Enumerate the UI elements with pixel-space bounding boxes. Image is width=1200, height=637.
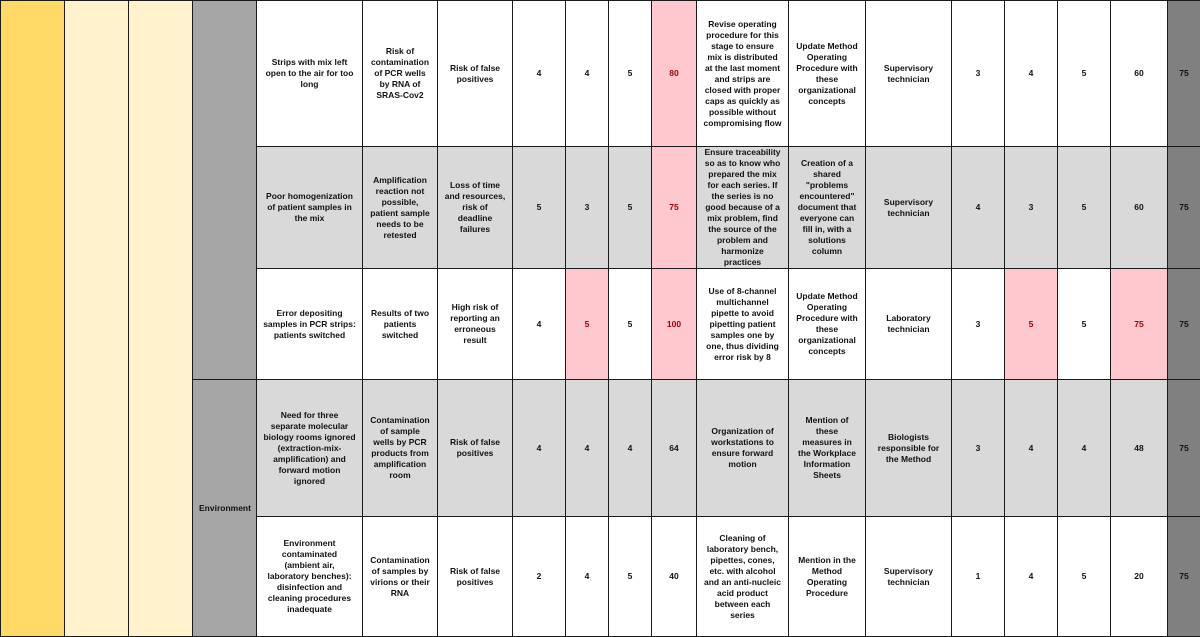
frequency-after-cell: 3 bbox=[1005, 147, 1058, 269]
gravity-after-cell: 3 bbox=[952, 1, 1005, 147]
detection-cell: 5 bbox=[609, 147, 652, 269]
responsible-cell: Supervisory technician bbox=[866, 1, 952, 147]
failure-mode-cell: Strips with mix left open to the air for too long bbox=[257, 1, 363, 147]
gravity-after-cell: 4 bbox=[952, 147, 1005, 269]
failure-mode-cell: Environment contaminated (ambient air, laboratory benches): disinfection and cleaning procedures inadequate bbox=[257, 517, 363, 637]
gravity-after-cell: 1 bbox=[952, 517, 1005, 637]
group-label bbox=[193, 1, 257, 380]
criticality-after-cell: 60 bbox=[1111, 147, 1168, 269]
threshold-cell: 75 bbox=[1168, 269, 1200, 380]
category-band-gold bbox=[1, 1, 65, 637]
category-band-cream-1 bbox=[65, 1, 129, 637]
responsible-cell: Supervisory technician bbox=[866, 517, 952, 637]
frequency-after-cell: 4 bbox=[1005, 517, 1058, 637]
gravity-cell: 4 bbox=[513, 1, 566, 147]
gravity-cell: 5 bbox=[513, 147, 566, 269]
gravity-cell: 4 bbox=[513, 380, 566, 517]
criticality-after-cell: 20 bbox=[1111, 517, 1168, 637]
detection-cell: 5 bbox=[609, 1, 652, 147]
implementation-cell: Mention in the Method Operating Procedure bbox=[789, 517, 866, 637]
implementation-cell: Update Method Operating Procedure with these organizational concepts bbox=[789, 1, 866, 147]
criticality-cell: 100 bbox=[652, 269, 697, 380]
criticality-after-cell: 75 bbox=[1111, 269, 1168, 380]
responsible-cell: Biologists responsible for the Method bbox=[866, 380, 952, 517]
criticality-after-cell: 60 bbox=[1111, 1, 1168, 147]
frequency-cell: 5 bbox=[566, 269, 609, 380]
implementation-cell: Mention of these measures in the Workplace Information Sheets bbox=[789, 380, 866, 517]
effect-cell: Risk of false positives bbox=[438, 380, 513, 517]
detection-after-cell: 5 bbox=[1058, 1, 1111, 147]
cause-cell: Results of two patients switched bbox=[363, 269, 438, 380]
detection-after-cell: 5 bbox=[1058, 269, 1111, 380]
criticality-cell: 80 bbox=[652, 1, 697, 147]
frequency-cell: 4 bbox=[566, 517, 609, 637]
criticality-cell: 75 bbox=[652, 147, 697, 269]
gravity-after-cell: 3 bbox=[952, 380, 1005, 517]
gravity-cell: 4 bbox=[513, 269, 566, 380]
responsible-cell: Laboratory technician bbox=[866, 269, 952, 380]
threshold-cell: 75 bbox=[1168, 147, 1200, 269]
group-label-environment: Environment bbox=[193, 380, 257, 637]
frequency-after-cell: 4 bbox=[1005, 380, 1058, 517]
effect-cell: High risk of reporting an erroneous result bbox=[438, 269, 513, 380]
threshold-cell: 75 bbox=[1168, 1, 1200, 147]
cause-cell: Risk of contamination of PCR wells by RNA of SRAS-Cov2 bbox=[363, 1, 438, 147]
detection-after-cell: 5 bbox=[1058, 517, 1111, 637]
failure-mode-cell: Poor homogenization of patient samples in the mix bbox=[257, 147, 363, 269]
frequency-after-cell: 4 bbox=[1005, 1, 1058, 147]
detection-cell: 5 bbox=[609, 517, 652, 637]
effect-cell: Risk of false positives bbox=[438, 1, 513, 147]
threshold-cell: 75 bbox=[1168, 517, 1200, 637]
gravity-after-cell: 3 bbox=[952, 269, 1005, 380]
cause-cell: Amplification reaction not possible, patient sample needs to be retested bbox=[363, 147, 438, 269]
effect-cell: Loss of time and resources, risk of deadline failures bbox=[438, 147, 513, 269]
action-cell: Cleaning of laboratory bench, pipettes, cones, etc. with alcohol and an anti-nucleic acid product between each series bbox=[697, 517, 789, 637]
action-cell: Revise operating procedure for this stage to ensure mix is distributed at the last moment and strips are closed with proper caps as quickly as possible without compromising flow bbox=[697, 1, 789, 147]
cause-cell: Contamination of samples by virions or their RNA bbox=[363, 517, 438, 637]
table-row bbox=[1, 1, 1200, 147]
threshold-cell: 75 bbox=[1168, 380, 1200, 517]
action-cell: Ensure traceability so as to know who prepared the mix for each series. If the series is no good because of a mix problem, find the source of the problem and harmonize practices bbox=[697, 147, 789, 269]
detection-after-cell: 5 bbox=[1058, 147, 1111, 269]
failure-mode-cell: Error depositing samples in PCR strips: patients switched bbox=[257, 269, 363, 380]
cause-cell: Contamination of sample wells by PCR products from amplification room bbox=[363, 380, 438, 517]
detection-cell: 5 bbox=[609, 269, 652, 380]
action-cell: Use of 8-channel multichannel pipette to avoid pipetting patient samples one by one, thus dividing error risk by 8 bbox=[697, 269, 789, 380]
frequency-cell: 4 bbox=[566, 380, 609, 517]
criticality-cell: 40 bbox=[652, 517, 697, 637]
implementation-cell: Update Method Operating Procedure with these organizational concepts bbox=[789, 269, 866, 380]
detection-cell: 4 bbox=[609, 380, 652, 517]
frequency-cell: 4 bbox=[566, 1, 609, 147]
frequency-cell: 3 bbox=[566, 147, 609, 269]
failure-mode-cell: Need for three separate molecular biology rooms ignored (extraction-mix-amplification) and forward motion ignored bbox=[257, 380, 363, 517]
effect-cell: Risk of false positives bbox=[438, 517, 513, 637]
action-cell: Organization of workstations to ensure forward motion bbox=[697, 380, 789, 517]
detection-after-cell: 4 bbox=[1058, 380, 1111, 517]
category-band-cream-2 bbox=[129, 1, 193, 637]
responsible-cell: Supervisory technician bbox=[866, 147, 952, 269]
implementation-cell: Creation of a shared "problems encountered" document that everyone can fill in, with a solutions column bbox=[789, 147, 866, 269]
criticality-cell: 64 bbox=[652, 380, 697, 517]
criticality-after-cell: 48 bbox=[1111, 380, 1168, 517]
frequency-after-cell: 5 bbox=[1005, 269, 1058, 380]
gravity-cell: 2 bbox=[513, 517, 566, 637]
